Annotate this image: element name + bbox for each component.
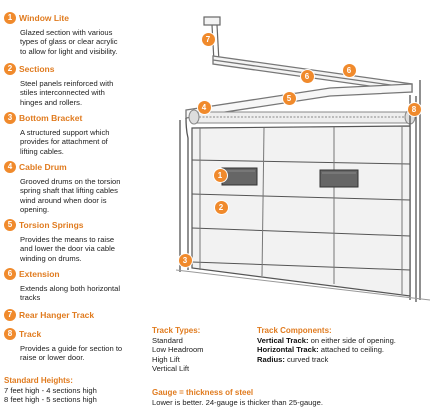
track-type-item: Vertical Lift — [152, 364, 190, 374]
legend-title: Extension — [19, 268, 60, 279]
component-text: curved track — [284, 354, 329, 364]
track-types-title: Track Types: — [152, 326, 201, 335]
legend-desc-line: hinges and rollers. — [20, 97, 83, 107]
legend-desc-line: to allow for light and visibility. — [20, 46, 118, 56]
component-text: attached to ceiling. — [318, 345, 385, 355]
gauge-title: Gauge = thickness of steel — [152, 388, 254, 397]
legend-item-track — [4, 325, 154, 363]
legend-item-sections — [4, 60, 154, 107]
callout-badge: 4 — [198, 101, 211, 114]
legend-title: Cable Drum — [19, 161, 67, 172]
callout-badge: 2 — [215, 201, 228, 214]
legend-title: Window Lite — [19, 12, 69, 23]
torsion-spring-shaft — [189, 110, 415, 124]
track-component-item — [257, 355, 396, 364]
legend-title: Torsion Springs — [19, 219, 84, 230]
legend-desc-line: stiles interconnected with — [20, 88, 105, 98]
track-type-item: High Lift — [152, 354, 180, 364]
callout-badge: 7 — [202, 33, 215, 46]
callout-badge: 3 — [179, 254, 192, 267]
badge: 4 — [4, 161, 16, 173]
legend-desc-line: Steel panels reinforced with — [20, 79, 114, 88]
track-component-item — [257, 345, 396, 354]
legend-desc-line: provides for attachment of — [20, 137, 108, 147]
legend-item-bottom-bracket — [4, 109, 154, 156]
legend-desc-line: raise or lower door. — [20, 353, 85, 363]
badge: 7 — [4, 309, 16, 321]
track-components-title: Track Components: — [257, 326, 332, 335]
legend-item-rear-hanger-track — [4, 306, 154, 324]
standard-heights-box — [4, 376, 97, 405]
standard-heights-title: Standard Heights: — [4, 376, 73, 385]
callout-badge: 1 — [214, 169, 227, 182]
component-text: on either side of opening. — [308, 336, 396, 345]
legend-item-cable-drum — [4, 158, 154, 215]
legend-title: Rear Hanger Track — [19, 309, 95, 320]
legend-desc-line: Extends along both horizontal — [20, 284, 121, 293]
track-type-item: Low Headroom — [152, 345, 204, 355]
component-label: Radius: — [257, 354, 285, 364]
legend-desc-line: wind around when door is — [20, 195, 107, 205]
track-type-item: Standard — [152, 336, 183, 345]
legend-desc-line: types of glass or clear acrylic — [20, 37, 118, 47]
badge: 8 — [4, 328, 16, 340]
badge: 5 — [4, 219, 16, 231]
legend-item-extension — [4, 265, 154, 303]
legend-desc-line: tracks — [20, 293, 41, 303]
component-label: Horizontal Track: — [257, 345, 319, 355]
legend-desc-line: lifting cables. — [20, 146, 64, 156]
legend-title: Sections — [19, 63, 55, 74]
legend-desc-line: Glazed section with various — [20, 28, 113, 37]
legend-title: Bottom Bracket — [19, 112, 83, 123]
legend-desc-line: Provides the means to raise — [20, 235, 115, 244]
standard-height-item: 7 feet high - 4 sections high — [4, 386, 97, 395]
badge: 2 — [4, 63, 16, 75]
component-label: Vertical Track: — [257, 336, 309, 345]
legend-title: Track — [19, 328, 42, 339]
horizontal-tracks — [186, 56, 412, 118]
callout-badge: 6 — [301, 70, 314, 83]
badge: 6 — [4, 268, 16, 280]
callout-badge: 8 — [408, 103, 421, 116]
track-component-item — [257, 336, 396, 345]
legend-desc-line: winding on drums. — [20, 253, 82, 263]
callout-badge: 6 — [343, 64, 356, 77]
gauge-box — [152, 388, 323, 407]
legend-desc-line: Provides a guide for section to — [20, 344, 123, 353]
track-components-box — [257, 326, 396, 364]
legend-desc-line: A structured support which — [20, 128, 110, 137]
legend-desc-line: opening. — [20, 205, 50, 215]
legend-item-torsion-springs — [4, 216, 154, 263]
track-types-box — [152, 326, 204, 374]
gauge-text: Lower is better. 24-gauge is thicker than 25-gauge. — [152, 398, 323, 407]
standard-height-item: 8 feet high - 5 sections high — [4, 395, 97, 405]
legend-desc-line: Grooved drums on the torsion — [20, 177, 121, 186]
badge: 1 — [4, 12, 16, 24]
legend-desc-line: spring shaft that lifting cables — [20, 186, 118, 196]
callout-badge: 5 — [283, 92, 296, 105]
legend-item-window-lite — [4, 9, 154, 56]
badge: 3 — [4, 112, 16, 124]
legend-desc-line: and lower the door via cable — [20, 244, 115, 254]
